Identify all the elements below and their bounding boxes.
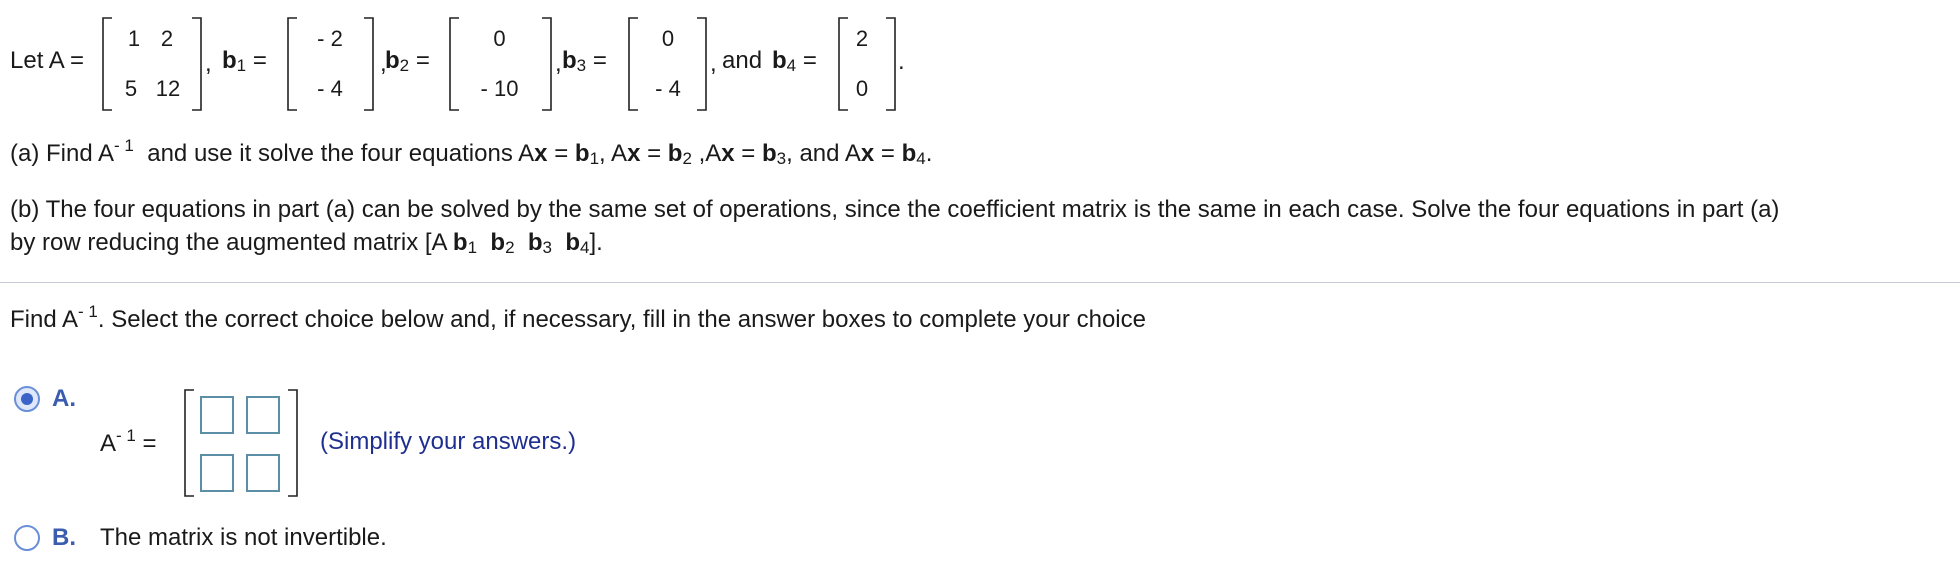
answer-box-r2c2[interactable] xyxy=(246,454,280,492)
vector-b4-cell: 0 xyxy=(855,76,869,101)
answer-box-r1c1[interactable] xyxy=(200,396,234,434)
comma: , xyxy=(380,50,387,77)
vector-b1-cell: - 4 xyxy=(317,76,343,101)
right-bracket-icon xyxy=(695,16,709,112)
comma: , xyxy=(710,50,717,77)
part-b-line2: by row reducing the augmented matrix [A $b_1$ $b_2$ $b_3$ $b_4$]. xyxy=(10,229,603,257)
matrix-a-cell: 1 xyxy=(127,26,141,51)
choice-a-lhs: $A^{- 1}$ = xyxy=(100,426,157,457)
right-bracket-icon xyxy=(362,16,376,112)
right-bracket-icon xyxy=(884,16,898,112)
and-label: and xyxy=(722,47,763,74)
part-a-text: (a) Find $A^{- 1}$ and use it solve the four equations $Ax = b_1$, $Ax = b_2$ $,Ax = b_3$, and $Ax = b_4$. xyxy=(10,136,933,168)
choice-a-radio[interactable] xyxy=(14,386,40,412)
b1-label: $b_1$ = xyxy=(222,47,267,75)
right-bracket-icon xyxy=(190,16,204,112)
period: . xyxy=(898,48,905,75)
vector-b4-cell: 2 xyxy=(855,26,869,51)
left-bracket-icon xyxy=(100,16,114,112)
part-b-line1: (b) The four equations in part (a) can be solved by the same set of operations, since the coefficient matrix is the same in each case. Solve the four equations in part (a) xyxy=(10,196,1780,223)
choice-b-radio[interactable] xyxy=(14,525,40,551)
b4-label: $b_4$ = xyxy=(772,47,817,75)
question-text: Find $A^{- 1}$. Select the correct choice below and, if necessary, fill in the answer boxes to complete your choice xyxy=(10,302,1146,333)
matrix-a-cell: 5 xyxy=(124,76,138,101)
left-bracket-icon xyxy=(285,16,299,112)
comma: , xyxy=(555,50,562,77)
section-divider xyxy=(0,282,1960,283)
vector-b1-cell: - 2 xyxy=(317,26,343,51)
b3-label: $b_3$ = xyxy=(562,47,607,75)
answer-box-r1c2[interactable] xyxy=(246,396,280,434)
vector-b2-cell: - 10 xyxy=(480,76,519,101)
matrix-a-cell: 12 xyxy=(155,76,181,101)
comma: , xyxy=(205,50,212,77)
right-bracket-icon xyxy=(286,388,300,498)
let-a-label: Let A = xyxy=(10,47,85,74)
b2-label: $b_2$ = xyxy=(385,47,430,75)
vector-b3-cell: 0 xyxy=(661,26,675,51)
choice-b-letter: B. xyxy=(52,524,76,551)
vector-b3-cell: - 4 xyxy=(655,76,681,101)
answer-box-r2c1[interactable] xyxy=(200,454,234,492)
radio-selected-dot xyxy=(21,393,33,405)
vector-b2-cell: 0 xyxy=(493,26,506,51)
choice-b-text: The matrix is not invertible. xyxy=(100,524,387,551)
left-bracket-icon xyxy=(447,16,461,112)
simplify-note: (Simplify your answers.) xyxy=(320,428,577,455)
left-bracket-icon xyxy=(182,388,196,498)
choice-a-letter: A. xyxy=(52,385,76,412)
matrix-a-cell: 2 xyxy=(160,26,174,51)
right-bracket-icon xyxy=(540,16,554,112)
